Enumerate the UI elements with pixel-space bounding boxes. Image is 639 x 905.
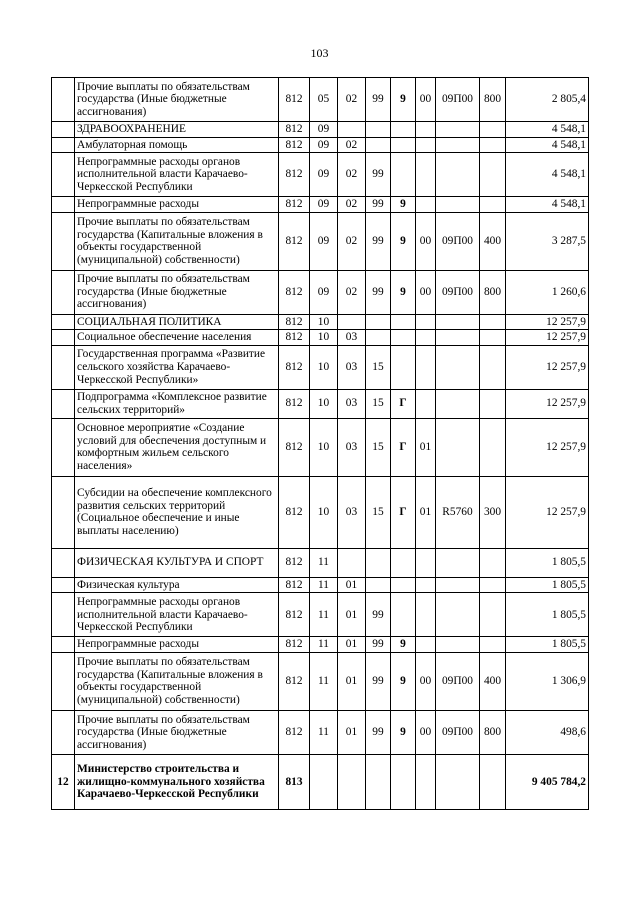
direction-code-cell <box>436 345 480 389</box>
expense-type-cell: 800 <box>480 710 506 754</box>
program-code-cell: 99 <box>366 78 391 122</box>
table-row <box>52 476 589 548</box>
row-name-cell: Основное мероприятие «Создание условий для обеспечения доступным и комфортным жильем сельского населения» <box>75 418 279 476</box>
activity-code-cell <box>416 330 436 346</box>
subsection-code-cell: 03 <box>338 345 366 389</box>
section-code-cell: 11 <box>310 710 338 754</box>
amount-cell: 12 257,9 <box>506 418 589 476</box>
amount-cell: 1 260,6 <box>506 270 589 314</box>
ministry-code-cell: 812 <box>279 476 310 548</box>
subsection-code-cell: 01 <box>338 577 366 593</box>
expense-type-cell <box>480 637 506 653</box>
ministry-code-cell: 812 <box>279 270 310 314</box>
section-code-cell: 10 <box>310 345 338 389</box>
direction-code-cell: 09П00 <box>436 652 480 710</box>
expense-type-cell <box>480 548 506 577</box>
subprogram-code-cell: 9 <box>391 652 416 710</box>
section-code-cell: 11 <box>310 652 338 710</box>
row-name-cell: ФИЗИЧЕСКАЯ КУЛЬТУРА И СПОРТ <box>75 548 279 577</box>
subprogram-code-cell: 9 <box>391 710 416 754</box>
activity-code-cell: 00 <box>416 652 436 710</box>
ministry-code-cell: 812 <box>279 637 310 653</box>
program-code-cell <box>366 548 391 577</box>
amount-cell: 4 548,1 <box>506 197 589 213</box>
row-name-cell: Прочие выплаты по обязательствам государства (Иные бюджетные ассигнования) <box>75 270 279 314</box>
direction-code-cell <box>436 548 480 577</box>
activity-code-cell: 00 <box>416 78 436 122</box>
table-row <box>52 389 589 418</box>
expense-type-cell: 800 <box>480 78 506 122</box>
direction-code-cell: 09П00 <box>436 78 480 122</box>
subprogram-code-cell: 9 <box>391 78 416 122</box>
program-code-cell <box>366 754 391 809</box>
table-row <box>52 345 589 389</box>
row-number-cell <box>52 637 75 653</box>
expense-type-cell: 300 <box>480 476 506 548</box>
table-row <box>52 637 589 653</box>
amount-cell: 4 548,1 <box>506 137 589 153</box>
table-row <box>52 197 589 213</box>
row-name-cell: Физическая культура <box>75 577 279 593</box>
expense-type-cell: 800 <box>480 270 506 314</box>
activity-code-cell <box>416 637 436 653</box>
section-code-cell: 05 <box>310 78 338 122</box>
expense-type-cell <box>480 577 506 593</box>
expense-type-cell <box>480 197 506 213</box>
row-name-cell: Социальное обеспечение населения <box>75 330 279 346</box>
program-code-cell: 99 <box>366 637 391 653</box>
activity-code-cell <box>416 137 436 153</box>
amount-cell: 1 306,9 <box>506 652 589 710</box>
row-number-cell <box>52 270 75 314</box>
expense-type-cell <box>480 389 506 418</box>
amount-cell: 9 405 784,2 <box>506 754 589 809</box>
expense-type-cell <box>480 330 506 346</box>
section-code-cell: 09 <box>310 122 338 138</box>
subsection-code-cell <box>338 314 366 330</box>
section-code-cell: 09 <box>310 212 338 270</box>
table-row <box>52 593 589 637</box>
table-row <box>52 710 589 754</box>
expense-type-cell <box>480 314 506 330</box>
activity-code-cell <box>416 345 436 389</box>
amount-cell: 1 805,5 <box>506 577 589 593</box>
program-code-cell: 99 <box>366 593 391 637</box>
section-code-cell: 10 <box>310 314 338 330</box>
ministry-code-cell: 812 <box>279 137 310 153</box>
expense-type-cell: 400 <box>480 652 506 710</box>
subprogram-code-cell <box>391 122 416 138</box>
program-code-cell <box>366 122 391 138</box>
table-row <box>52 78 589 122</box>
row-number-cell <box>52 476 75 548</box>
subprogram-code-cell <box>391 314 416 330</box>
section-code-cell: 09 <box>310 153 338 197</box>
direction-code-cell <box>436 577 480 593</box>
amount-cell: 4 548,1 <box>506 122 589 138</box>
ministry-code-cell: 812 <box>279 389 310 418</box>
row-name-cell: Прочие выплаты по обязательствам государства (Иные бюджетные ассигнования) <box>75 78 279 122</box>
ministry-code-cell: 813 <box>279 754 310 809</box>
activity-code-cell: 00 <box>416 212 436 270</box>
table-row <box>52 652 589 710</box>
section-code-cell: 09 <box>310 197 338 213</box>
direction-code-cell <box>436 637 480 653</box>
direction-code-cell <box>436 314 480 330</box>
row-name-cell: СОЦИАЛЬНАЯ ПОЛИТИКА <box>75 314 279 330</box>
activity-code-cell <box>416 389 436 418</box>
ministry-code-cell: 812 <box>279 153 310 197</box>
row-number-cell <box>52 330 75 346</box>
subprogram-code-cell <box>391 137 416 153</box>
subprogram-code-cell: Г <box>391 389 416 418</box>
subprogram-code-cell <box>391 548 416 577</box>
program-code-cell <box>366 330 391 346</box>
row-number-cell <box>52 652 75 710</box>
program-code-cell: 15 <box>366 389 391 418</box>
subsection-code-cell: 02 <box>338 270 366 314</box>
row-name-cell: Непрограммные расходы <box>75 637 279 653</box>
table-row <box>52 577 589 593</box>
row-number-cell <box>52 137 75 153</box>
direction-code-cell <box>436 754 480 809</box>
direction-code-cell <box>436 418 480 476</box>
row-number-cell <box>52 212 75 270</box>
expense-type-cell <box>480 137 506 153</box>
ministry-code-cell: 812 <box>279 577 310 593</box>
subsection-code-cell: 02 <box>338 197 366 213</box>
subsection-code-cell: 02 <box>338 78 366 122</box>
subprogram-code-cell <box>391 577 416 593</box>
activity-code-cell <box>416 593 436 637</box>
page-number: 103 <box>310 46 329 60</box>
amount-cell: 4 548,1 <box>506 153 589 197</box>
expense-type-cell <box>480 345 506 389</box>
activity-code-cell <box>416 548 436 577</box>
expense-type-cell <box>480 754 506 809</box>
table-row <box>52 137 589 153</box>
subsection-code-cell: 01 <box>338 710 366 754</box>
section-code-cell: 11 <box>310 548 338 577</box>
row-name-cell: Государственная программа «Развитие сельского хозяйства Карачаево-Черкесской Республики» <box>75 345 279 389</box>
table-row <box>52 418 589 476</box>
row-number-cell <box>52 78 75 122</box>
ministry-code-cell: 812 <box>279 345 310 389</box>
program-code-cell: 99 <box>366 153 391 197</box>
expense-type-cell <box>480 122 506 138</box>
expense-type-cell <box>480 153 506 197</box>
program-code-cell <box>366 137 391 153</box>
ministry-code-cell: 812 <box>279 710 310 754</box>
subprogram-code-cell: 9 <box>391 212 416 270</box>
row-number-cell <box>52 153 75 197</box>
row-number-cell <box>52 197 75 213</box>
section-code-cell <box>310 754 338 809</box>
subprogram-code-cell: 9 <box>391 637 416 653</box>
section-code-cell: 10 <box>310 330 338 346</box>
direction-code-cell <box>436 330 480 346</box>
ministry-code-cell: 812 <box>279 593 310 637</box>
program-code-cell: 99 <box>366 270 391 314</box>
direction-code-cell <box>436 137 480 153</box>
table-row <box>52 330 589 346</box>
amount-cell: 1 805,5 <box>506 637 589 653</box>
subsection-code-cell: 03 <box>338 389 366 418</box>
amount-cell: 1 805,5 <box>506 593 589 637</box>
activity-code-cell <box>416 153 436 197</box>
direction-code-cell <box>436 122 480 138</box>
subsection-code-cell: 02 <box>338 137 366 153</box>
row-name-cell: Амбулаторная помощь <box>75 137 279 153</box>
activity-code-cell: 01 <box>416 418 436 476</box>
budget-table <box>51 77 589 810</box>
amount-cell: 3 287,5 <box>506 212 589 270</box>
direction-code-cell: 09П00 <box>436 270 480 314</box>
row-name-cell: Непрограммные расходы органов исполнительной власти Карачаево-Черкесской Республики <box>75 153 279 197</box>
program-code-cell: 15 <box>366 345 391 389</box>
subsection-code-cell: 02 <box>338 153 366 197</box>
row-number-cell <box>52 577 75 593</box>
direction-code-cell <box>436 197 480 213</box>
subsection-code-cell: 02 <box>338 212 366 270</box>
program-code-cell: 99 <box>366 710 391 754</box>
subsection-code-cell: 03 <box>338 476 366 548</box>
section-code-cell: 11 <box>310 593 338 637</box>
subsection-code-cell: 01 <box>338 593 366 637</box>
direction-code-cell <box>436 153 480 197</box>
activity-code-cell <box>416 314 436 330</box>
table-row <box>52 270 589 314</box>
direction-code-cell: 09П00 <box>436 212 480 270</box>
row-name-cell: Непрограммные расходы органов исполнительной власти Карачаево-Черкесской Республики <box>75 593 279 637</box>
subsection-code-cell <box>338 122 366 138</box>
subprogram-code-cell: 9 <box>391 270 416 314</box>
section-code-cell: 10 <box>310 389 338 418</box>
row-name-cell: Подпрограмма «Комплексное развитие сельских территорий» <box>75 389 279 418</box>
ministry-code-cell: 812 <box>279 652 310 710</box>
activity-code-cell: 00 <box>416 270 436 314</box>
ministry-code-cell: 812 <box>279 548 310 577</box>
amount-cell: 2 805,4 <box>506 78 589 122</box>
program-code-cell <box>366 314 391 330</box>
row-number-cell <box>52 389 75 418</box>
program-code-cell: 99 <box>366 212 391 270</box>
row-number-cell <box>52 548 75 577</box>
expense-type-cell <box>480 418 506 476</box>
row-name-cell: ЗДРАВООХРАНЕНИЕ <box>75 122 279 138</box>
table-row <box>52 153 589 197</box>
activity-code-cell <box>416 197 436 213</box>
row-number-cell <box>52 314 75 330</box>
row-number-cell <box>52 593 75 637</box>
row-name-cell: Прочие выплаты по обязательствам государства (Иные бюджетные ассигнования) <box>75 710 279 754</box>
ministry-code-cell: 812 <box>279 212 310 270</box>
expense-type-cell: 400 <box>480 212 506 270</box>
row-name-cell: Прочие выплаты по обязательствам государства (Капитальные вложения в объекты государственной (муниципальной) собственности) <box>75 212 279 270</box>
row-name-cell: Прочие выплаты по обязательствам государства (Капитальные вложения в объекты государственной (муниципальной) собственности) <box>75 652 279 710</box>
direction-code-cell <box>436 389 480 418</box>
row-number-cell <box>52 710 75 754</box>
amount-cell: 1 805,5 <box>506 548 589 577</box>
amount-cell: 12 257,9 <box>506 389 589 418</box>
expense-type-cell <box>480 593 506 637</box>
subprogram-code-cell <box>391 330 416 346</box>
amount-cell: 12 257,9 <box>506 330 589 346</box>
row-number-cell <box>52 418 75 476</box>
section-code-cell: 11 <box>310 577 338 593</box>
section-code-cell: 09 <box>310 270 338 314</box>
amount-cell: 12 257,9 <box>506 314 589 330</box>
ministry-code-cell: 812 <box>279 330 310 346</box>
subsection-code-cell: 03 <box>338 418 366 476</box>
table-row <box>52 212 589 270</box>
subprogram-code-cell: 9 <box>391 197 416 213</box>
row-name-cell: Субсидии на обеспечение комплексного развития сельских территорий (Социальное обеспечение и иные выплаты населению) <box>75 476 279 548</box>
amount-cell: 12 257,9 <box>506 345 589 389</box>
activity-code-cell: 00 <box>416 710 436 754</box>
subsection-code-cell: 01 <box>338 652 366 710</box>
program-code-cell: 15 <box>366 418 391 476</box>
section-code-cell: 10 <box>310 418 338 476</box>
row-name-cell: Министерство строительства и жилищно-коммунального хозяйства Карачаево-Черкесской Республики <box>75 754 279 809</box>
activity-code-cell <box>416 122 436 138</box>
subprogram-code-cell <box>391 153 416 197</box>
activity-code-cell: 01 <box>416 476 436 548</box>
program-code-cell <box>366 577 391 593</box>
table-row <box>52 314 589 330</box>
subsection-code-cell: 01 <box>338 637 366 653</box>
table-row <box>52 548 589 577</box>
subsection-code-cell <box>338 754 366 809</box>
subprogram-code-cell <box>391 345 416 389</box>
row-number-cell <box>52 345 75 389</box>
ministry-code-cell: 812 <box>279 78 310 122</box>
ministry-code-cell: 812 <box>279 418 310 476</box>
subprogram-code-cell <box>391 754 416 809</box>
ministry-code-cell: 812 <box>279 122 310 138</box>
ministry-code-cell: 812 <box>279 314 310 330</box>
direction-code-cell: 09П00 <box>436 710 480 754</box>
row-name-cell: Непрограммные расходы <box>75 197 279 213</box>
subsection-code-cell <box>338 548 366 577</box>
table-row <box>52 122 589 138</box>
amount-cell: 12 257,9 <box>506 476 589 548</box>
program-code-cell: 99 <box>366 652 391 710</box>
section-code-cell: 10 <box>310 476 338 548</box>
ministry-code-cell: 812 <box>279 197 310 213</box>
row-number-cell <box>52 122 75 138</box>
activity-code-cell <box>416 754 436 809</box>
subprogram-code-cell: Г <box>391 476 416 548</box>
program-code-cell: 15 <box>366 476 391 548</box>
subprogram-code-cell <box>391 593 416 637</box>
row-number-cell: 12 <box>52 754 75 809</box>
program-code-cell: 99 <box>366 197 391 213</box>
direction-code-cell <box>436 593 480 637</box>
direction-code-cell: R5760 <box>436 476 480 548</box>
activity-code-cell <box>416 577 436 593</box>
table-row <box>52 754 589 809</box>
section-code-cell: 09 <box>310 137 338 153</box>
subprogram-code-cell: Г <box>391 418 416 476</box>
amount-cell: 498,6 <box>506 710 589 754</box>
subsection-code-cell: 03 <box>338 330 366 346</box>
section-code-cell: 11 <box>310 637 338 653</box>
